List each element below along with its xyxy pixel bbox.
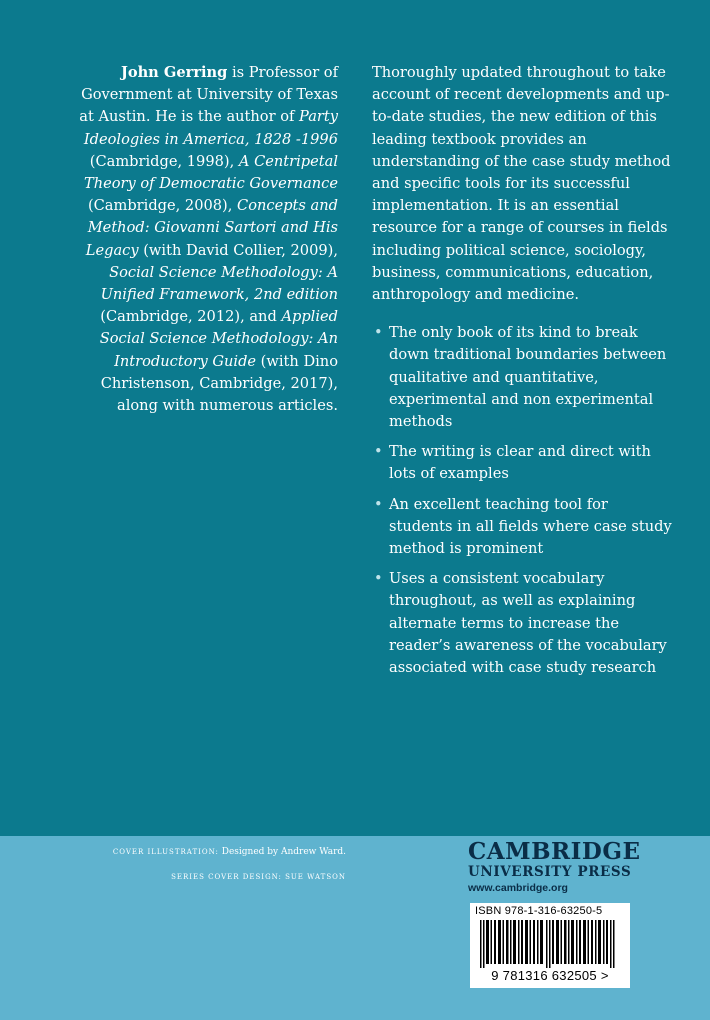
illustration-credit	[96, 846, 346, 859]
bio-text: (Cambridge, 1998),	[89, 152, 239, 170]
isbn-barcode	[470, 903, 630, 988]
publisher-url: www.cambridge.org	[468, 882, 568, 894]
publisher-subname: UNIVERSITY PRESS	[468, 864, 632, 880]
credit-text: Designed by Andrew Ward.	[218, 847, 346, 857]
feature-item	[372, 494, 672, 561]
description-intro: Thoroughly updated throughout to take account of recent developments and up-to-date studies, the new edition of this leading textbook provides an understanding of the case study method and specific tools for its successful implementation. It is an essential resource for a range of courses in fields including political science, sociology, business, communications, education, anthropology and medicine.	[372, 64, 671, 304]
credit-label: COVER ILLUSTRATION:	[112, 848, 219, 856]
bio-book-title: Applied Social Science Methodology: An Introductory Guide	[99, 308, 338, 370]
feature-text: An excellent teaching tool for students in all fields where case study method is prominent	[389, 495, 672, 558]
publisher-name: CAMBRIDGE	[468, 838, 641, 865]
feature-text: The only book of its kind to break down traditional boundaries between qualitative and quantitative, experimental and non experimental methods	[389, 324, 667, 431]
cover-credits	[96, 846, 346, 896]
isbn-text: ISBN 978-1-316-63250-5	[475, 905, 603, 917]
feature-item	[372, 441, 672, 485]
bio-text: (with David Collier, 2009),	[138, 241, 338, 259]
book-description	[372, 62, 672, 687]
bullet-icon: •	[374, 570, 383, 588]
bullet-icon: •	[374, 495, 383, 513]
bio-book-title: Social Science Methodology: A Unified Framework, 2nd edition	[100, 263, 338, 304]
bio-book-title: A Centripetal Theory of Democratic Governance	[83, 152, 338, 193]
feature-text: Uses a consistent vocabulary throughout, as well as explaining alternate terms to increase the reader’s awareness of the vocabulary associated with case study research	[389, 570, 667, 677]
bullet-icon: •	[374, 324, 383, 342]
feature-text: The writing is clear and direct with lots of examples	[389, 443, 651, 483]
author-bio	[62, 62, 338, 417]
feature-list	[372, 322, 672, 679]
barcode-digits: 9 781316 632505 >	[491, 968, 609, 983]
author-name: John Gerring	[120, 64, 228, 81]
publisher-logo	[468, 838, 641, 896]
bio-book-title: Party Ideologies in America, 1828 -1996	[83, 108, 338, 148]
bio-text: is Professor of Government at University of Texas at Austin. He is the author of	[79, 64, 338, 126]
bullet-icon: •	[374, 443, 383, 461]
barcode-icon	[480, 920, 620, 968]
bio-text: (Cambridge, 2012), and	[100, 308, 282, 326]
bio-text: (with Dino Christenson, Cambridge, 2017), along with numerous articles.	[100, 352, 338, 415]
bio-book-title: Concepts and Method: Giovanni Sartori and His Legacy	[85, 197, 338, 259]
bio-text: (Cambridge, 2008),	[87, 197, 238, 215]
design-credit: SERIES COVER DESIGN: SUE WATSON	[171, 873, 346, 881]
feature-item	[372, 322, 672, 433]
feature-item	[372, 568, 672, 679]
